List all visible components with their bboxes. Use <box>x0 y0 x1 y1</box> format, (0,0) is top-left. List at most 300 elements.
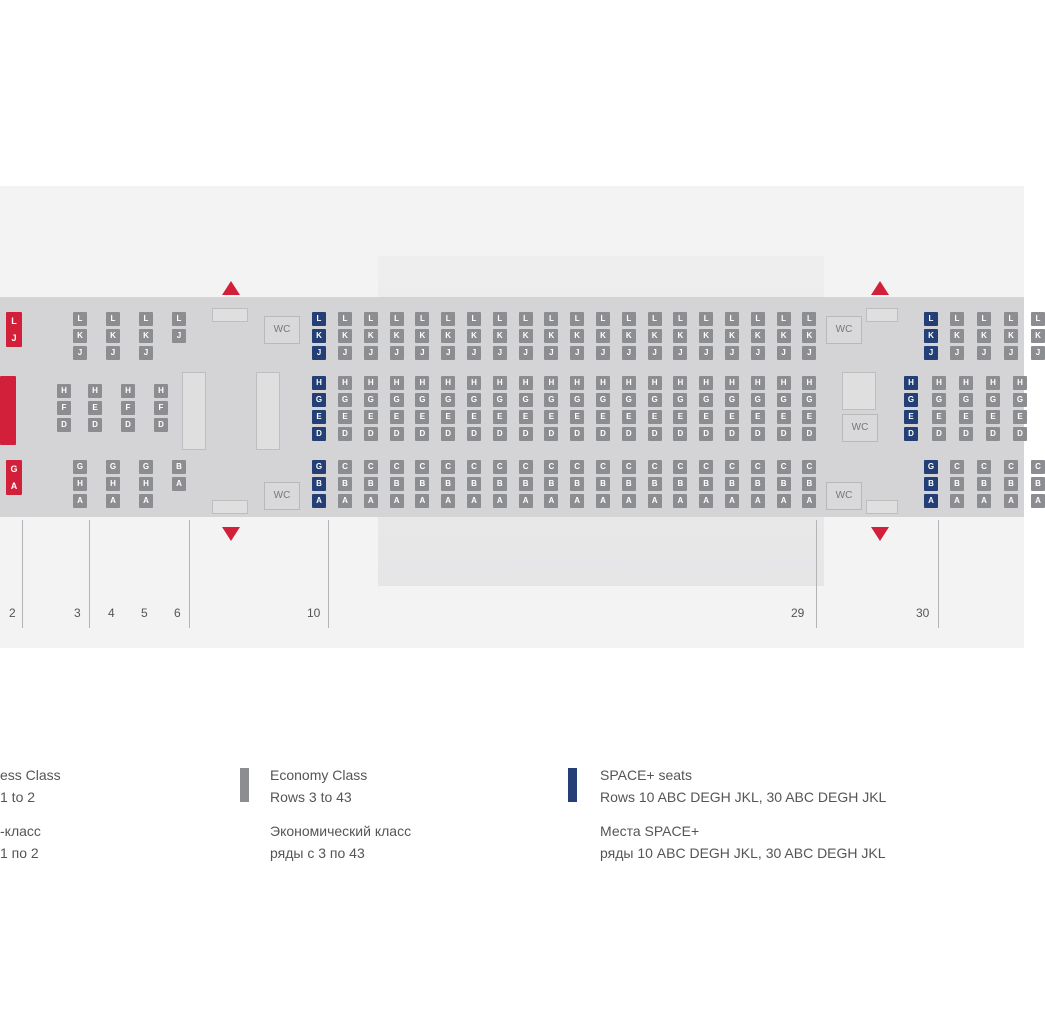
seat[interactable]: C <box>977 460 991 474</box>
seat[interactable]: H <box>121 384 135 398</box>
seat[interactable]: K <box>390 329 404 343</box>
seat[interactable]: A <box>1031 494 1045 508</box>
seat[interactable]: K <box>1031 329 1045 343</box>
seat[interactable]: A <box>596 494 610 508</box>
seat[interactable]: B <box>673 477 687 491</box>
seat[interactable]: H <box>751 376 765 390</box>
seat[interactable]: H <box>519 376 533 390</box>
seat[interactable]: D <box>777 427 791 441</box>
seat[interactable]: A <box>338 494 352 508</box>
seat[interactable]: H <box>699 376 713 390</box>
seat[interactable]: B <box>622 477 636 491</box>
seat[interactable]: E <box>699 410 713 424</box>
row-number: 30 <box>916 606 930 620</box>
seat[interactable]: G <box>312 460 326 474</box>
seat[interactable]: D <box>364 427 378 441</box>
seat[interactable]: H <box>106 477 120 491</box>
seat[interactable]: D <box>699 427 713 441</box>
seat[interactable]: B <box>699 477 713 491</box>
seat[interactable]: J <box>493 346 507 360</box>
seat[interactable]: H <box>959 376 973 390</box>
seat[interactable]: C <box>699 460 713 474</box>
seat[interactable]: E <box>725 410 739 424</box>
seat[interactable]: H <box>622 376 636 390</box>
seat[interactable]: B <box>802 477 816 491</box>
seat[interactable]: A <box>467 494 481 508</box>
seat[interactable]: B <box>467 477 481 491</box>
seat[interactable]: A <box>544 494 558 508</box>
seat[interactable]: A <box>390 494 404 508</box>
seat[interactable]: D <box>519 427 533 441</box>
seat[interactable]: G <box>622 393 636 407</box>
seat[interactable]: J <box>172 329 186 343</box>
seat[interactable]: H <box>88 384 102 398</box>
seat[interactable]: G <box>959 393 973 407</box>
seat[interactable]: C <box>338 460 352 474</box>
seat[interactable]: D <box>986 427 1000 441</box>
seat[interactable]: B <box>950 477 964 491</box>
seat[interactable]: J <box>312 346 326 360</box>
seat[interactable]: G <box>648 393 662 407</box>
seat[interactable]: A <box>6 477 22 495</box>
seat[interactable]: K <box>139 329 153 343</box>
seat[interactable]: E <box>596 410 610 424</box>
seat[interactable]: B <box>172 460 186 474</box>
seat[interactable]: B <box>777 477 791 491</box>
seat[interactable]: E <box>802 410 816 424</box>
seat[interactable]: A <box>570 494 584 508</box>
seat[interactable]: H <box>364 376 378 390</box>
seat[interactable]: C <box>596 460 610 474</box>
seat[interactable]: A <box>441 494 455 508</box>
seat[interactable]: A <box>106 494 120 508</box>
seat[interactable]: C <box>364 460 378 474</box>
seat[interactable]: L <box>648 312 662 326</box>
seat[interactable]: L <box>441 312 455 326</box>
seat[interactable] <box>0 393 16 411</box>
seat[interactable]: L <box>977 312 991 326</box>
seat[interactable]: E <box>493 410 507 424</box>
seat[interactable]: K <box>544 329 558 343</box>
seat[interactable]: G <box>364 393 378 407</box>
seat[interactable]: E <box>932 410 946 424</box>
seat[interactable]: E <box>415 410 429 424</box>
seat[interactable]: C <box>802 460 816 474</box>
seat[interactable]: K <box>596 329 610 343</box>
seat[interactable]: G <box>986 393 1000 407</box>
seat[interactable]: L <box>570 312 584 326</box>
seat[interactable]: J <box>73 346 87 360</box>
seat[interactable]: L <box>725 312 739 326</box>
seat[interactable]: H <box>154 384 168 398</box>
seat[interactable]: H <box>544 376 558 390</box>
seat[interactable]: D <box>596 427 610 441</box>
seat[interactable]: G <box>725 393 739 407</box>
seat[interactable]: E <box>904 410 918 424</box>
seat[interactable]: H <box>596 376 610 390</box>
seat[interactable]: K <box>725 329 739 343</box>
seat[interactable]: H <box>904 376 918 390</box>
seat[interactable]: A <box>519 494 533 508</box>
seat[interactable]: A <box>648 494 662 508</box>
seat[interactable]: D <box>121 418 135 432</box>
seat[interactable]: J <box>441 346 455 360</box>
seat[interactable]: B <box>312 477 326 491</box>
seat[interactable]: J <box>519 346 533 360</box>
seat[interactable]: J <box>596 346 610 360</box>
seat[interactable]: F <box>57 401 71 415</box>
seat[interactable]: J <box>725 346 739 360</box>
seat[interactable]: L <box>73 312 87 326</box>
seat[interactable]: L <box>802 312 816 326</box>
seat[interactable] <box>0 410 16 428</box>
seat[interactable]: H <box>673 376 687 390</box>
seat[interactable]: J <box>544 346 558 360</box>
seat[interactable]: A <box>725 494 739 508</box>
seat[interactable]: K <box>673 329 687 343</box>
row-number: 3 <box>74 606 81 620</box>
seat[interactable]: H <box>932 376 946 390</box>
seat[interactable]: H <box>570 376 584 390</box>
seat[interactable]: K <box>364 329 378 343</box>
seat[interactable]: C <box>751 460 765 474</box>
seat[interactable]: H <box>467 376 481 390</box>
seat[interactable]: H <box>312 376 326 390</box>
seat[interactable]: D <box>959 427 973 441</box>
seat[interactable]: J <box>106 346 120 360</box>
seat[interactable]: L <box>1031 312 1045 326</box>
seat[interactable]: J <box>950 346 964 360</box>
seat[interactable]: B <box>338 477 352 491</box>
seat[interactable]: A <box>977 494 991 508</box>
seat[interactable]: L <box>312 312 326 326</box>
seat[interactable]: J <box>673 346 687 360</box>
seat[interactable]: K <box>924 329 938 343</box>
seat[interactable]: L <box>1004 312 1018 326</box>
row-number: 4 <box>108 606 115 620</box>
seat[interactable]: D <box>390 427 404 441</box>
seat[interactable]: J <box>1004 346 1018 360</box>
seat[interactable]: A <box>950 494 964 508</box>
seat[interactable]: D <box>751 427 765 441</box>
seat[interactable]: L <box>338 312 352 326</box>
seat[interactable]: K <box>106 329 120 343</box>
seat[interactable]: A <box>415 494 429 508</box>
seat[interactable]: B <box>493 477 507 491</box>
seat[interactable]: K <box>699 329 713 343</box>
seat[interactable]: D <box>88 418 102 432</box>
seat[interactable]: C <box>648 460 662 474</box>
seat[interactable]: G <box>544 393 558 407</box>
seat[interactable]: L <box>751 312 765 326</box>
seat[interactable]: D <box>725 427 739 441</box>
seat[interactable]: D <box>57 418 71 432</box>
seat[interactable]: B <box>1004 477 1018 491</box>
seat[interactable]: J <box>777 346 791 360</box>
seat[interactable]: J <box>139 346 153 360</box>
legend-business-title-ru: -класс <box>0 823 41 839</box>
seat[interactable]: B <box>725 477 739 491</box>
seat[interactable]: G <box>312 393 326 407</box>
seat[interactable]: C <box>1031 460 1045 474</box>
seat[interactable]: D <box>904 427 918 441</box>
seat[interactable]: L <box>467 312 481 326</box>
seat[interactable]: E <box>88 401 102 415</box>
seat[interactable]: A <box>802 494 816 508</box>
seat[interactable]: G <box>390 393 404 407</box>
seat[interactable]: G <box>493 393 507 407</box>
seat[interactable]: K <box>622 329 636 343</box>
seat[interactable]: L <box>544 312 558 326</box>
seat[interactable]: K <box>312 329 326 343</box>
seat[interactable]: D <box>154 418 168 432</box>
seat[interactable]: L <box>364 312 378 326</box>
seat[interactable]: J <box>977 346 991 360</box>
seat[interactable]: G <box>932 393 946 407</box>
seat[interactable]: B <box>648 477 662 491</box>
seat[interactable]: B <box>415 477 429 491</box>
seat[interactable]: E <box>544 410 558 424</box>
seat[interactable]: D <box>648 427 662 441</box>
seat[interactable]: K <box>338 329 352 343</box>
seat[interactable]: D <box>802 427 816 441</box>
seat[interactable]: G <box>106 460 120 474</box>
seat[interactable]: B <box>570 477 584 491</box>
seat[interactable]: B <box>977 477 991 491</box>
seat[interactable]: D <box>415 427 429 441</box>
seat[interactable]: J <box>699 346 713 360</box>
seat[interactable]: G <box>415 393 429 407</box>
seat[interactable]: H <box>139 477 153 491</box>
seat[interactable]: D <box>312 427 326 441</box>
seat[interactable]: B <box>924 477 938 491</box>
seat[interactable]: G <box>139 460 153 474</box>
seat[interactable]: L <box>172 312 186 326</box>
seat[interactable]: K <box>802 329 816 343</box>
seat[interactable]: E <box>777 410 791 424</box>
seat[interactable]: C <box>725 460 739 474</box>
seat[interactable]: K <box>751 329 765 343</box>
seat[interactable]: J <box>364 346 378 360</box>
galley <box>256 372 280 450</box>
seat[interactable]: E <box>622 410 636 424</box>
seat[interactable]: C <box>950 460 964 474</box>
seat[interactable]: G <box>519 393 533 407</box>
seat[interactable]: C <box>544 460 558 474</box>
seat[interactable]: K <box>441 329 455 343</box>
seat[interactable]: J <box>570 346 584 360</box>
seat[interactable]: C <box>519 460 533 474</box>
seat[interactable]: J <box>467 346 481 360</box>
seat[interactable]: H <box>648 376 662 390</box>
seat[interactable]: D <box>441 427 455 441</box>
seat[interactable]: A <box>493 494 507 508</box>
seat[interactable]: G <box>73 460 87 474</box>
seat[interactable]: B <box>544 477 558 491</box>
seat[interactable]: G <box>1013 393 1027 407</box>
legend-business-rows: 1 to 2 <box>0 789 36 805</box>
seat[interactable]: E <box>1013 410 1027 424</box>
seat[interactable]: A <box>622 494 636 508</box>
seat[interactable]: E <box>364 410 378 424</box>
seat[interactable]: K <box>493 329 507 343</box>
seat[interactable]: L <box>139 312 153 326</box>
seat[interactable]: B <box>364 477 378 491</box>
seat[interactable]: E <box>441 410 455 424</box>
seat[interactable]: H <box>415 376 429 390</box>
seat[interactable]: L <box>777 312 791 326</box>
seat[interactable]: D <box>932 427 946 441</box>
seat[interactable]: H <box>57 384 71 398</box>
seat[interactable]: J <box>648 346 662 360</box>
seat[interactable]: A <box>699 494 713 508</box>
seat[interactable]: C <box>493 460 507 474</box>
seat[interactable]: A <box>73 494 87 508</box>
seat[interactable]: L <box>950 312 964 326</box>
seat[interactable]: D <box>338 427 352 441</box>
seat[interactable]: C <box>1004 460 1018 474</box>
seat[interactable]: A <box>139 494 153 508</box>
seat[interactable]: L <box>519 312 533 326</box>
seat[interactable] <box>0 427 16 445</box>
seat[interactable]: L <box>493 312 507 326</box>
seat[interactable]: L <box>415 312 429 326</box>
seat[interactable]: G <box>596 393 610 407</box>
seat[interactable]: J <box>415 346 429 360</box>
seat[interactable]: A <box>924 494 938 508</box>
legend-business-title: ess Class <box>0 767 61 783</box>
seat[interactable]: L <box>596 312 610 326</box>
seat[interactable]: A <box>673 494 687 508</box>
seat[interactable]: B <box>441 477 455 491</box>
seat[interactable]: L <box>699 312 713 326</box>
seat[interactable]: H <box>986 376 1000 390</box>
seat[interactable]: L <box>6 312 22 330</box>
seat[interactable]: L <box>673 312 687 326</box>
seat[interactable]: C <box>415 460 429 474</box>
seat[interactable]: E <box>312 410 326 424</box>
seat[interactable]: G <box>802 393 816 407</box>
seat[interactable]: A <box>364 494 378 508</box>
seat[interactable]: A <box>172 477 186 491</box>
seat[interactable]: G <box>924 460 938 474</box>
seat[interactable]: G <box>6 460 22 478</box>
seat[interactable]: K <box>648 329 662 343</box>
seat[interactable]: G <box>904 393 918 407</box>
seat[interactable]: K <box>777 329 791 343</box>
seat[interactable]: C <box>673 460 687 474</box>
seat[interactable]: G <box>570 393 584 407</box>
seat[interactable]: J <box>622 346 636 360</box>
seat[interactable]: A <box>312 494 326 508</box>
seat[interactable]: C <box>622 460 636 474</box>
seat[interactable]: K <box>1004 329 1018 343</box>
seat[interactable]: F <box>154 401 168 415</box>
seat[interactable]: D <box>467 427 481 441</box>
seat[interactable]: K <box>415 329 429 343</box>
seat[interactable]: A <box>777 494 791 508</box>
seat[interactable]: B <box>390 477 404 491</box>
seat[interactable]: B <box>519 477 533 491</box>
seat[interactable]: D <box>493 427 507 441</box>
seat[interactable]: E <box>570 410 584 424</box>
seat[interactable]: C <box>467 460 481 474</box>
seat[interactable]: G <box>673 393 687 407</box>
seat[interactable]: K <box>73 329 87 343</box>
seat[interactable]: E <box>467 410 481 424</box>
seat[interactable]: D <box>1013 427 1027 441</box>
seat[interactable]: K <box>977 329 991 343</box>
seat[interactable]: H <box>725 376 739 390</box>
seat[interactable]: H <box>390 376 404 390</box>
seat[interactable]: L <box>106 312 120 326</box>
seat[interactable]: E <box>390 410 404 424</box>
seat[interactable]: D <box>673 427 687 441</box>
seat[interactable]: J <box>751 346 765 360</box>
seat[interactable]: L <box>622 312 636 326</box>
seat[interactable]: E <box>986 410 1000 424</box>
seat[interactable]: K <box>950 329 964 343</box>
seat[interactable]: H <box>73 477 87 491</box>
seat[interactable]: A <box>1004 494 1018 508</box>
seat[interactable]: H <box>338 376 352 390</box>
seat[interactable]: E <box>519 410 533 424</box>
seat[interactable]: D <box>544 427 558 441</box>
seat[interactable] <box>0 376 16 394</box>
seat[interactable]: D <box>570 427 584 441</box>
seat[interactable]: L <box>390 312 404 326</box>
seat[interactable]: J <box>802 346 816 360</box>
seat[interactable]: E <box>648 410 662 424</box>
seat[interactable]: A <box>751 494 765 508</box>
seat[interactable]: C <box>777 460 791 474</box>
seat[interactable]: B <box>596 477 610 491</box>
seat[interactable]: J <box>924 346 938 360</box>
seat[interactable]: L <box>924 312 938 326</box>
seat[interactable]: J <box>338 346 352 360</box>
seat[interactable]: G <box>699 393 713 407</box>
seat[interactable]: D <box>622 427 636 441</box>
seat[interactable]: J <box>390 346 404 360</box>
seat[interactable]: J <box>1031 346 1045 360</box>
seat[interactable]: H <box>802 376 816 390</box>
seat[interactable]: K <box>467 329 481 343</box>
seat[interactable]: E <box>338 410 352 424</box>
seat[interactable]: G <box>751 393 765 407</box>
seat[interactable]: B <box>751 477 765 491</box>
seat[interactable]: J <box>6 329 22 347</box>
seat[interactable]: H <box>441 376 455 390</box>
seat[interactable]: K <box>519 329 533 343</box>
seat[interactable]: G <box>777 393 791 407</box>
seat[interactable]: H <box>493 376 507 390</box>
seat[interactable]: G <box>338 393 352 407</box>
seat[interactable]: E <box>959 410 973 424</box>
seat[interactable]: F <box>121 401 135 415</box>
seat[interactable]: E <box>751 410 765 424</box>
seat[interactable]: E <box>673 410 687 424</box>
seat[interactable]: C <box>570 460 584 474</box>
galley <box>866 308 898 322</box>
seat[interactable]: K <box>570 329 584 343</box>
seat[interactable]: H <box>1013 376 1027 390</box>
seat[interactable]: G <box>467 393 481 407</box>
seat[interactable]: C <box>390 460 404 474</box>
seat[interactable]: C <box>441 460 455 474</box>
seat[interactable]: G <box>441 393 455 407</box>
seat[interactable]: H <box>777 376 791 390</box>
seat[interactable]: B <box>1031 477 1045 491</box>
